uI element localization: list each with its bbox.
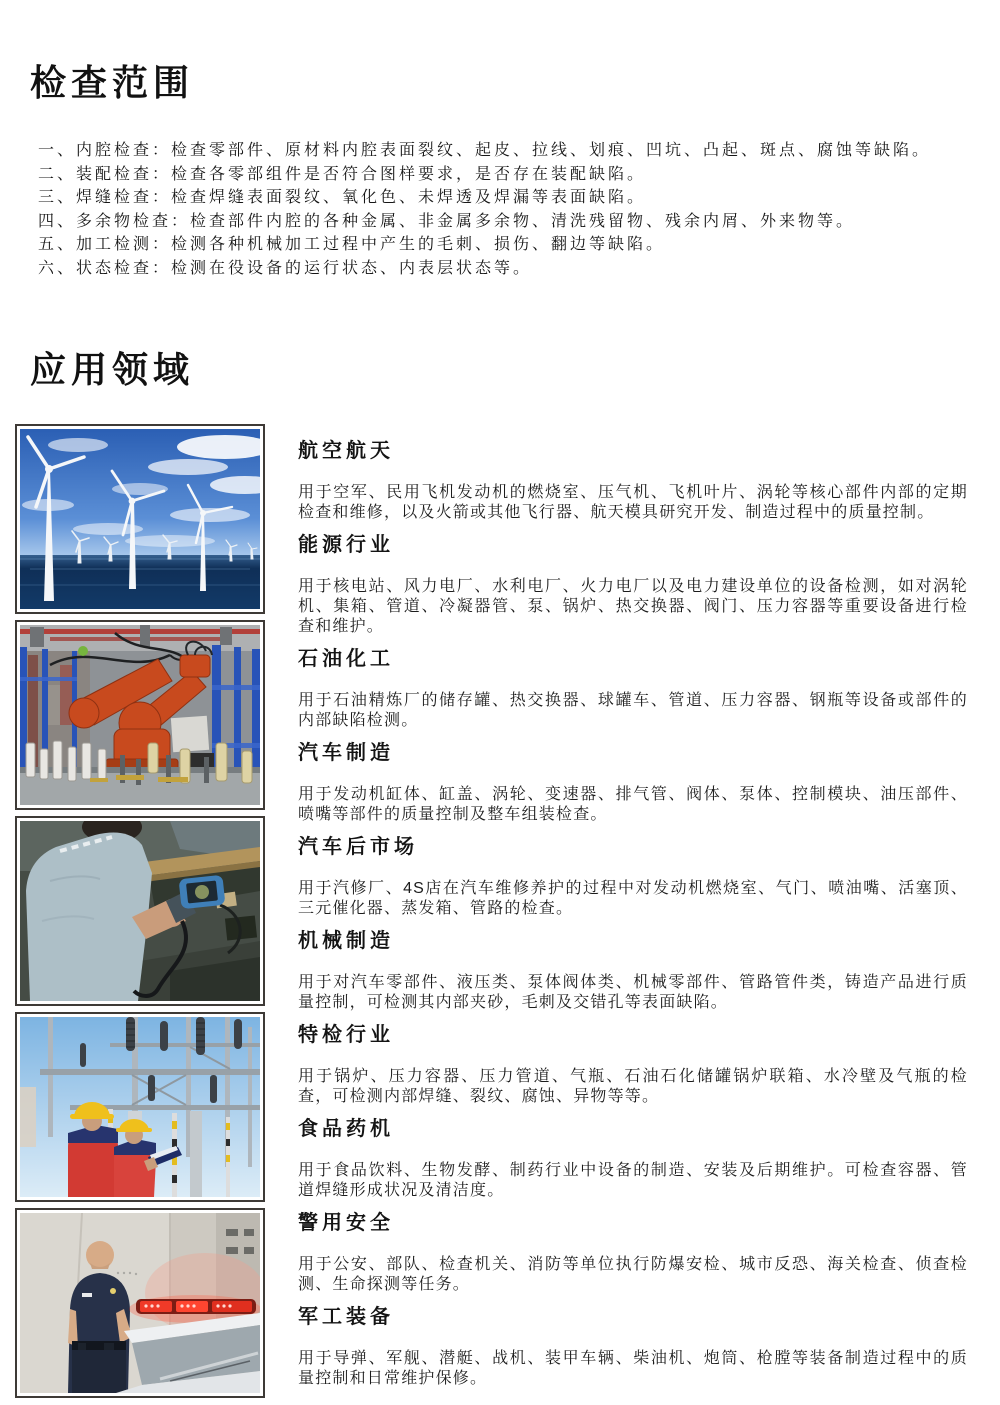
photo-column xyxy=(15,424,265,1400)
auto-repair-illustration xyxy=(20,821,260,1001)
section-police-security xyxy=(298,1212,968,1295)
section-heading: 石油化工 xyxy=(298,648,394,670)
inspection-item: 二、装配检查：检查各零部组件是否符合图样要求，是否存在装配缺陷。 xyxy=(38,165,647,183)
section-body: 用于公安、部队、检查机关、消防等单位执行防爆安检、城市反恐、海关检查、侦查检测、生命探测等任务。 xyxy=(298,1256,968,1293)
photo-police xyxy=(15,1208,265,1398)
photo-wind-farm xyxy=(15,424,265,614)
inspection-item: 四、多余物检查：检查部件内腔的各种金属、非金属多余物、清洗残留物、残余内屑、外来物等。 xyxy=(38,212,856,230)
police-illustration xyxy=(20,1213,260,1393)
inspection-item: 三、焊缝检查：检查焊缝表面裂纹、氧化色、未焊透及焊漏等表面缺陷。 xyxy=(38,189,647,206)
section-body: 用于汽修厂、4S店在汽车维修养护的过程中对发动机燃烧室、气门、喷油嘴、活塞顶、三元催化器、蒸发箱、管路的检查。 xyxy=(298,880,968,917)
section-body: 用于石油精炼厂的储存罐、热交换器、球罐车、管道、压力容器、钢瓶等设备或部件的内部缺陷检测。 xyxy=(298,692,968,729)
section-auto-aftermarket xyxy=(298,836,968,919)
section-body: 用于空军、民用飞机发动机的燃烧室、压气机、飞机叶片、涡轮等核心部件内部的定期检查和维修，以及火箭或其他飞行器、航天模具研究开发、制造过程中的质量控制。 xyxy=(298,484,968,521)
wind-farm-illustration xyxy=(20,429,260,609)
section-body: 用于核电站、风力电厂、水利电厂、火力电厂以及电力建设单位的设备检测，如对涡轮机、集箱、管道、冷凝器管、泵、锅炉、热交换器、阀门、压力容器等重要设备进行检查和维护。 xyxy=(298,578,968,635)
section-aerospace xyxy=(298,440,968,523)
section-body: 用于对汽车零部件、液压类、泵体阀体类、机械零部件、管路管件类，铸造产品进行质量控制，可检测其内部夹砂，毛刺及交错孔等表面缺陷。 xyxy=(298,974,968,1011)
section-petrochemical xyxy=(298,648,968,731)
section-auto-manufacturing xyxy=(298,742,968,825)
section-heading: 食品药机 xyxy=(298,1118,394,1140)
section-energy xyxy=(298,534,968,637)
application-sections xyxy=(298,424,968,1400)
photo-factory-robot xyxy=(15,620,265,810)
section-special-inspection xyxy=(298,1024,968,1107)
section-heading: 警用安全 xyxy=(298,1212,394,1234)
photo-auto-repair xyxy=(15,816,265,1006)
inspection-item: 五、加工检测：检测各种机械加工过程中产生的毛刺、损伤、翻边等缺陷。 xyxy=(38,236,666,253)
substation-illustration xyxy=(20,1017,260,1197)
section-heading: 航空航天 xyxy=(298,440,394,462)
section-body: 用于锅炉、压力容器、压力管道、气瓶、石油石化储罐锅炉联箱、水冷壁及气瓶的检查，可检测内部焊缝、裂纹、腐蚀、异物等等。 xyxy=(298,1068,968,1105)
section-machinery xyxy=(298,930,968,1013)
inspection-item: 六、状态检查：检测在役设备的运行状态、内表层状态等。 xyxy=(38,259,533,277)
section-body: 用于导弹、军舰、潜艇、战机、装甲车辆、柴油机、炮筒、枪膛等装备制造过程中的质量控制和日常维护保修。 xyxy=(298,1350,968,1387)
section-body: 用于发动机缸体、缸盖、涡轮、变速器、排气管、阀体、泵体、控制模块、油压部件、喷嘴等部件的质量控制及整车组装检查。 xyxy=(298,786,968,823)
inspection-item: 一、内腔检查：检查零部件、原材料内腔表面裂纹、起皮、拉线、划痕、凹坑、凸起、斑点、腐蚀等缺陷。 xyxy=(38,142,932,159)
section-heading: 汽车后市场 xyxy=(298,836,418,858)
section-heading: 军工装备 xyxy=(298,1306,394,1328)
application-areas-title: 应用领域 xyxy=(30,349,195,390)
section-heading: 汽车制造 xyxy=(298,742,394,764)
section-heading: 机械制造 xyxy=(298,930,394,952)
section-body: 用于食品饮料、生物发酵、制药行业中设备的制造、安装及后期维护。可检查容器、管道焊缝形成状况及清洁度。 xyxy=(298,1162,968,1199)
factory-robot-illustration xyxy=(20,625,260,805)
inspection-list xyxy=(38,139,931,280)
section-heading: 能源行业 xyxy=(298,534,394,556)
photo-substation xyxy=(15,1012,265,1202)
inspection-scope-title: 检查范围 xyxy=(30,62,195,103)
section-heading: 特检行业 xyxy=(298,1024,394,1046)
section-military xyxy=(298,1306,968,1389)
application-content xyxy=(15,424,968,1400)
section-food-pharma xyxy=(298,1118,968,1201)
